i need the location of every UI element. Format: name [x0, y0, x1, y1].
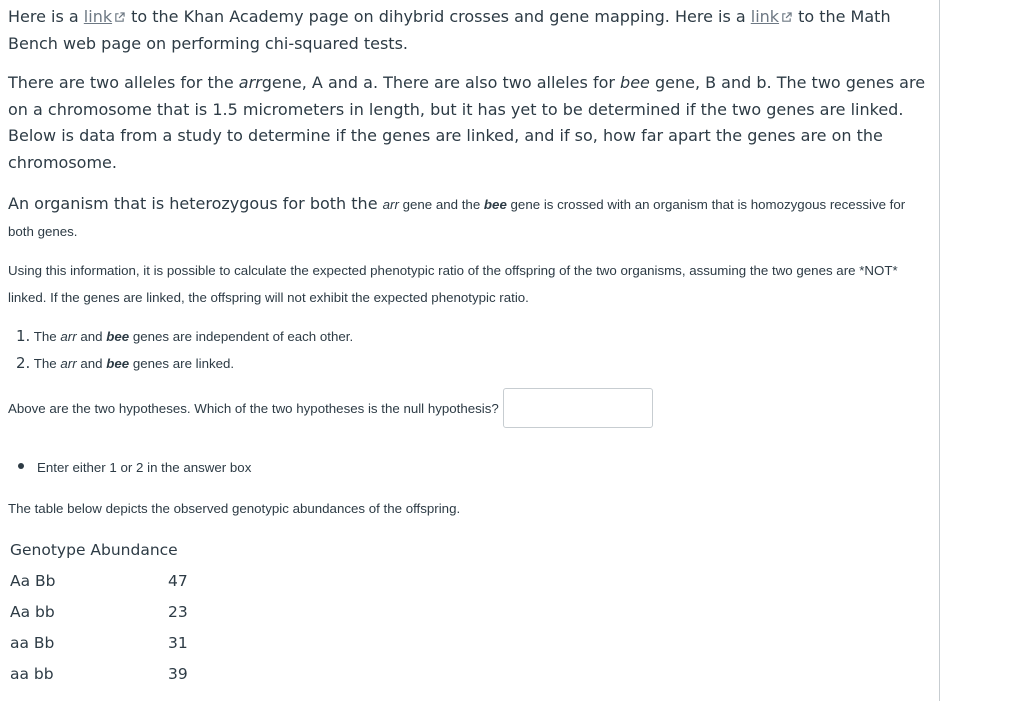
genotype-table	[10, 534, 188, 689]
hypothesis-text: genes are linked.	[129, 356, 235, 371]
cross-paragraph	[8, 190, 928, 245]
bee-gene-term: bee	[106, 356, 130, 371]
genotype-cell: aa bb	[10, 664, 54, 683]
links-text-3: to the Math Bench web page on performing chi-squared tests.	[8, 7, 891, 53]
hypothesis-text: The	[33, 329, 61, 344]
answer-input[interactable]	[503, 388, 653, 428]
table-header-row	[10, 534, 188, 565]
arr-gene-term: arr	[382, 197, 399, 212]
bee-gene-term: bee	[620, 73, 650, 92]
arr-gene-term: arr	[238, 73, 262, 92]
genotype-cell: Aa bb	[10, 602, 55, 621]
table-intro: The table below depicts the observed genotypic abundances of the offspring.	[8, 501, 461, 516]
hypothesis-2	[16, 350, 353, 377]
cross-text-1: gene and the	[398, 197, 484, 212]
links-text-1: Here is a	[8, 7, 84, 26]
hypothesis-1	[16, 323, 353, 350]
hypothesis-text: and	[76, 356, 107, 371]
intro-paragraph	[8, 70, 928, 176]
question-text: Above are the two hypotheses. Which of the two hypotheses is the null hypothesis?	[8, 400, 499, 416]
khan-academy-link[interactable]: link	[83, 7, 113, 26]
table-header: Genotype Abundance	[10, 540, 178, 559]
arr-gene-term: arr	[60, 329, 77, 344]
question-row	[8, 387, 653, 429]
intro-text-2: gene, A and a. There are also two alleles for	[261, 73, 621, 92]
table-row	[10, 627, 188, 658]
cross-lead-text: An organism that is heterozygous for both the	[8, 194, 383, 213]
intro-text-3: gene, B and b. The two genes are on a chromosome that is 1.5 micrometers in length, but it has yet to be determined if the two genes are linked. Below is data from a study to determine if the genes are linked, and if so, how far apart the genes are on the chromosome.	[8, 73, 926, 172]
table-row	[10, 658, 188, 689]
genotype-cell: aa Bb	[10, 633, 55, 652]
hypothesis-text: and	[76, 329, 107, 344]
abundance-cell: 23	[168, 602, 188, 621]
hypothesis-text: genes are independent of each other.	[129, 329, 354, 344]
instruction-bullet	[18, 456, 251, 480]
external-link-icon	[781, 12, 792, 23]
abundance-cell: 31	[168, 633, 188, 652]
info-paragraph: Using this information, it is possible to calculate the expected phenotypic ratio of the offspring of the two organisms, assuming the two genes are *NOT* linked. If the genes are linked, the offspring will not exhibit the expected phenotypic ratio.	[8, 263, 898, 305]
abundance-cell: 47	[168, 571, 188, 590]
content-right-border	[939, 0, 940, 701]
bee-gene-term: bee	[106, 329, 130, 344]
hypothesis-text: The	[33, 356, 61, 371]
bee-gene-term: bee	[483, 197, 507, 212]
instruction-text: Enter either 1 or 2 in the answer box	[37, 460, 252, 475]
hypothesis-number: 1.	[16, 327, 31, 345]
intro-text-1: There are two alleles for the	[8, 73, 239, 92]
hypothesis-number: 2.	[16, 354, 31, 372]
external-link-icon	[114, 12, 125, 23]
links-paragraph	[8, 4, 928, 57]
math-bench-link[interactable]: link	[750, 7, 780, 26]
links-text-2: to the Khan Academy page on dihybrid crosses and gene mapping. Here is a	[131, 7, 751, 26]
table-row	[10, 565, 188, 596]
hypotheses-list	[16, 323, 353, 377]
abundance-cell: 39	[168, 664, 188, 683]
arr-gene-term: arr	[60, 356, 77, 371]
bullet-icon	[18, 463, 24, 469]
table-row	[10, 596, 188, 627]
cross-text-2: gene is crossed with an organism that is homozygous recessive for both genes.	[8, 197, 906, 239]
genotype-cell: Aa Bb	[10, 571, 56, 590]
